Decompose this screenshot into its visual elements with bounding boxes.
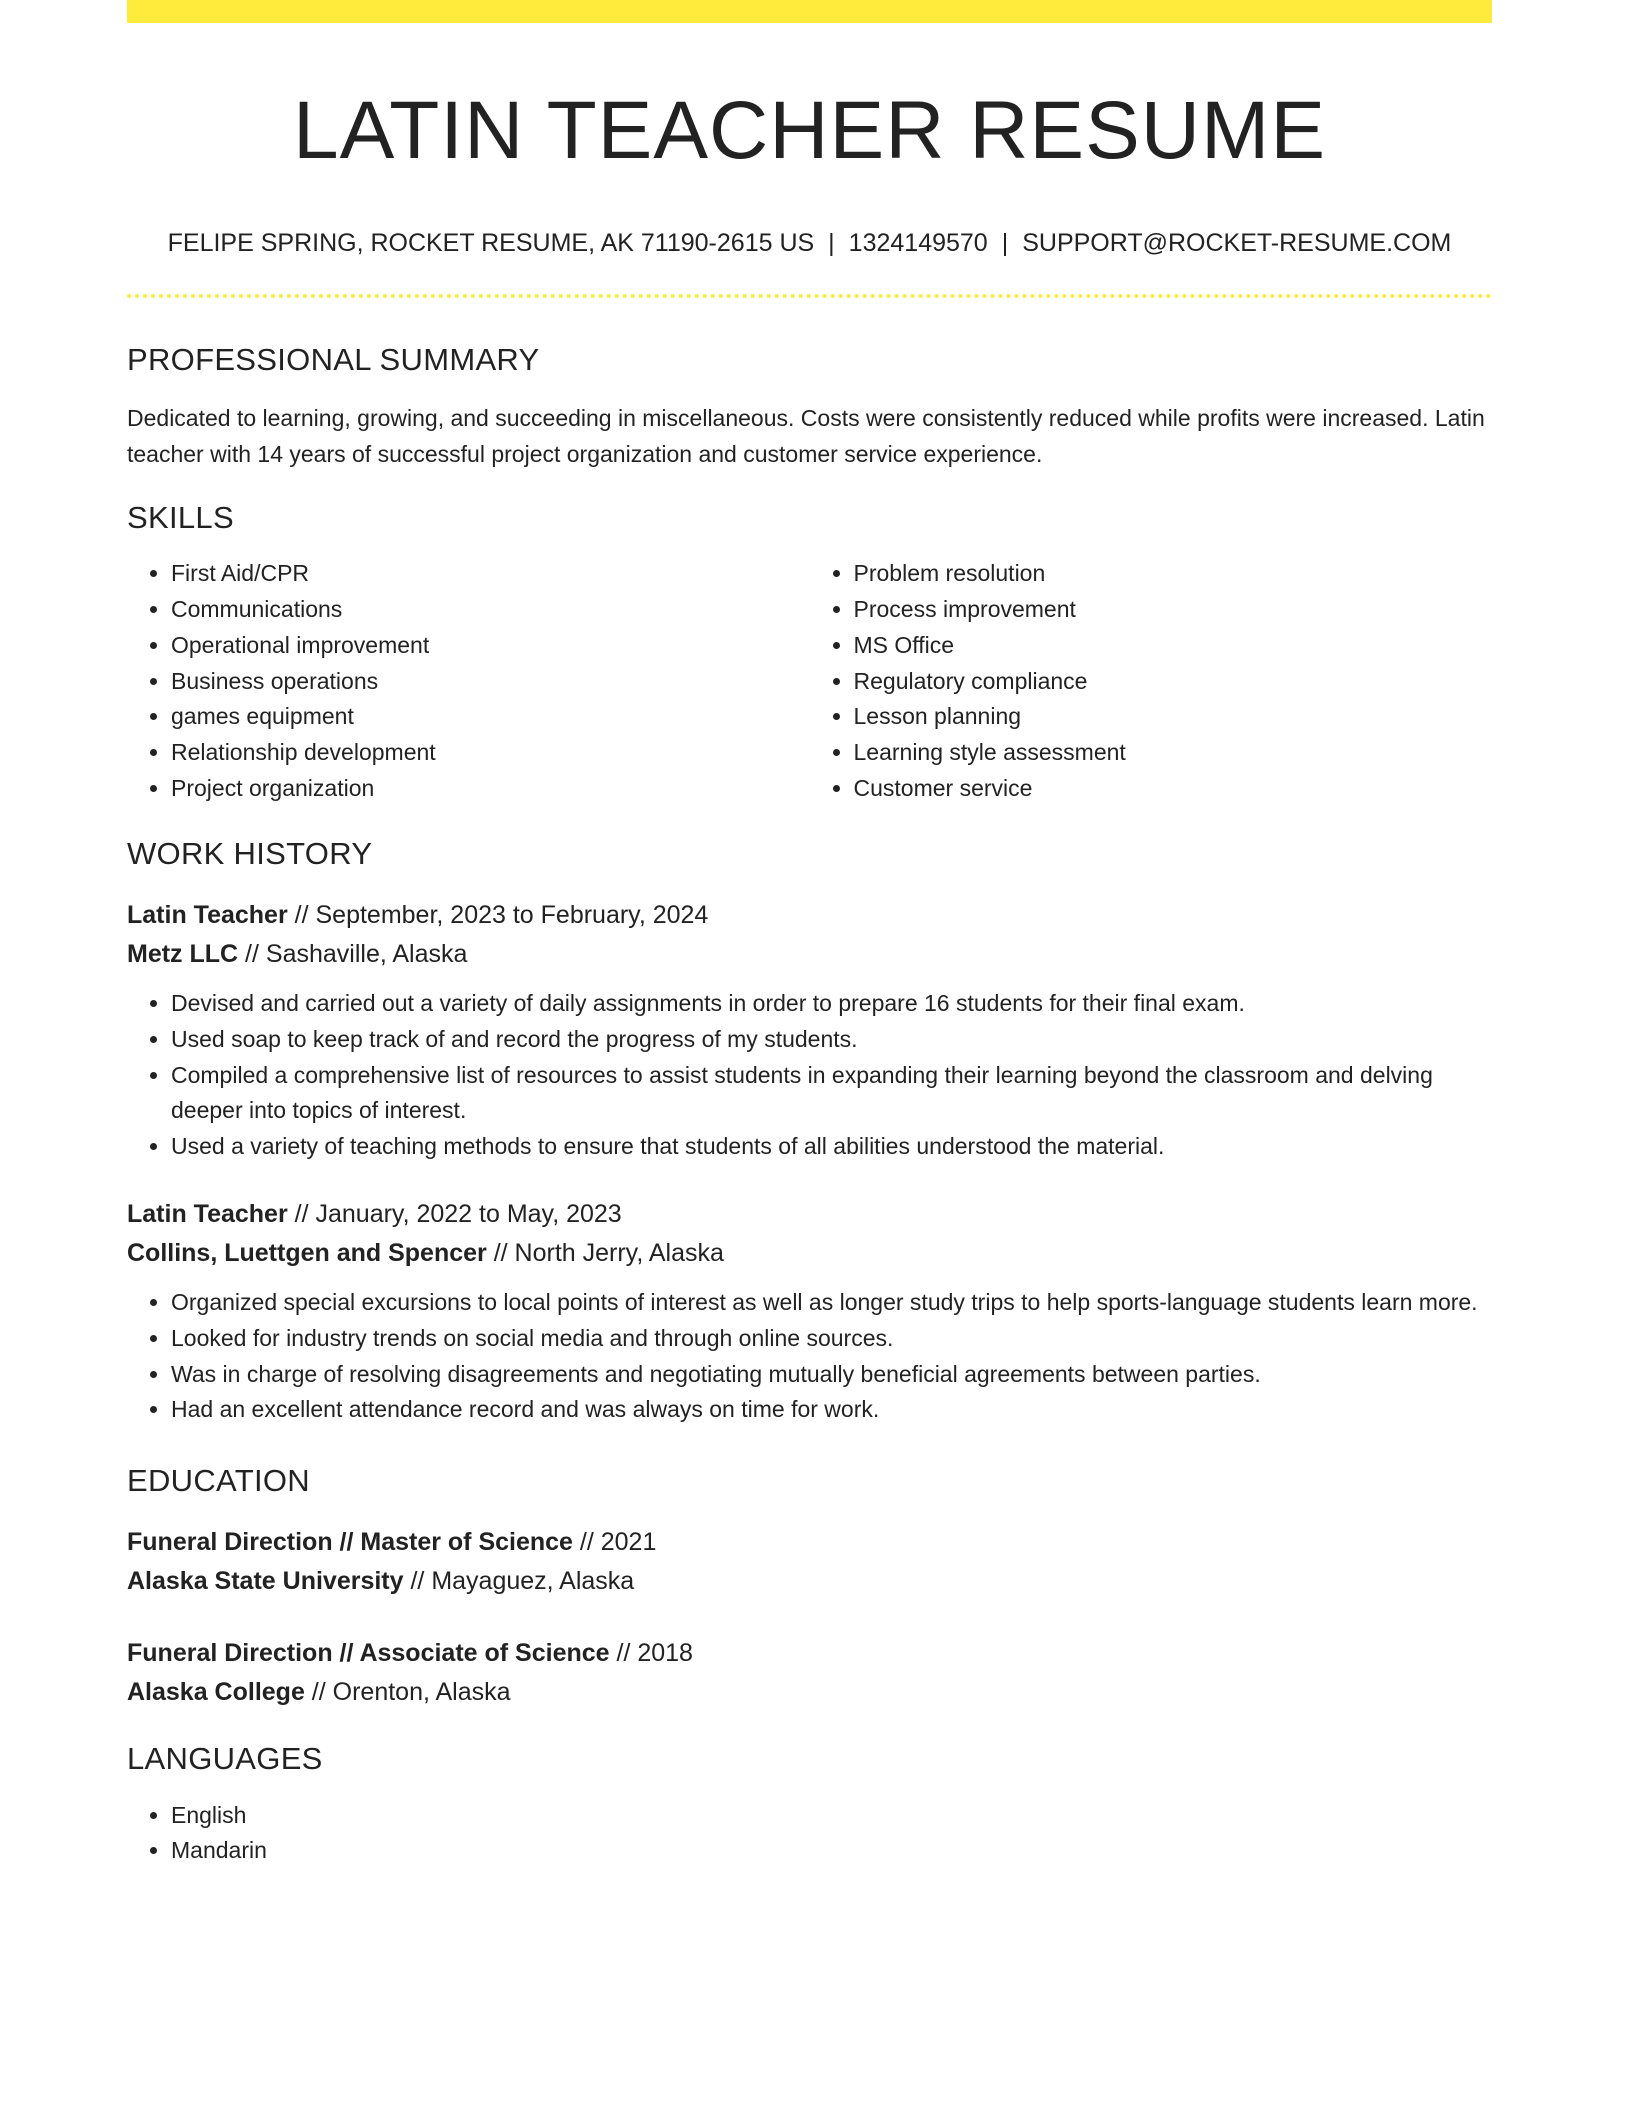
duty-item: • Used soap to keep track of and record the progress of my students. <box>171 1022 1492 1058</box>
job-role: Latin Teacher <box>127 901 288 930</box>
job-entry <box>127 896 1492 1165</box>
job-role: Latin Teacher <box>127 1200 288 1229</box>
skill-item: • Lesson planning <box>854 699 1493 735</box>
work-history-heading: WORK HISTORY <box>127 835 373 871</box>
skill-item: • Communications <box>171 592 810 628</box>
job-duties <box>127 1285 1492 1428</box>
job-dates: // September, 2023 to February, 2024 <box>287 901 709 930</box>
resume-page <box>127 0 1492 1869</box>
skill-item: • First Aid/CPR <box>171 556 810 592</box>
education-entry <box>127 1523 1492 1601</box>
skills-list <box>127 556 1492 807</box>
contact-line <box>127 227 1492 260</box>
job-location: // Sashaville, Alaska <box>238 940 468 969</box>
language-item: • Mandarin <box>171 1833 1492 1869</box>
resume-title: LATIN TEACHER RESUME <box>292 85 1327 176</box>
job-entry <box>127 1195 1492 1428</box>
skill-item: • Project organization <box>171 771 810 807</box>
job-role-line <box>127 1195 1492 1234</box>
contact-address: FELIPE SPRING, ROCKET RESUME, AK 71190-2615 US <box>167 229 815 258</box>
contact-phone: 1324149570 <box>848 229 988 258</box>
education-school-line <box>127 1673 1492 1712</box>
contact-separator: | <box>1001 229 1009 258</box>
duty-item: • Devised and carried out a variety of daily assignments in order to prepare 16 students for their final exam. <box>171 986 1492 1022</box>
skill-item: • Business operations <box>171 664 810 700</box>
education-degree-line <box>127 1523 1492 1562</box>
accent-bar <box>127 0 1492 23</box>
education-heading: EDUCATION <box>127 1463 310 1499</box>
job-location: // North Jerry, Alaska <box>486 1239 724 1268</box>
skill-item: • Relationship development <box>171 735 810 771</box>
skill-item: • Problem resolution <box>854 556 1493 592</box>
job-dates: // January, 2022 to May, 2023 <box>287 1200 622 1229</box>
skill-item: • Learning style assessment <box>854 735 1493 771</box>
education-year: // 2021 <box>572 1528 657 1557</box>
summary-text: Dedicated to learning, growing, and succeeding in miscellaneous. Costs were consistently reduced while profits were increased. Latin teacher with 14 years of successful project organization and customer service experience. <box>127 405 1485 468</box>
duty-item: • Was in charge of resolving disagreements and negotiating mutually beneficial agreements between parties. <box>171 1357 1492 1393</box>
education-school: Alaska State University <box>127 1567 404 1596</box>
duty-item: • Organized special excursions to local points of interest as well as longer study trips to help sports-language students learn more. <box>171 1285 1492 1321</box>
dotted-divider <box>127 294 1492 298</box>
job-company-line <box>127 935 1492 974</box>
skill-item: • Customer service <box>854 771 1493 807</box>
education-degree: Funeral Direction // Master of Science <box>127 1528 573 1557</box>
job-company: Metz LLC <box>127 940 239 969</box>
contact-separator: | <box>828 229 835 258</box>
job-company: Collins, Luettgen and Spencer <box>127 1239 487 1268</box>
education-location: // Mayaguez, Alaska <box>403 1567 635 1596</box>
education-entry <box>127 1634 1492 1712</box>
education-school: Alaska College <box>127 1678 305 1707</box>
job-duties <box>127 986 1492 1165</box>
duty-item: • Had an excellent attendance record and was always on time for work. <box>171 1392 1492 1428</box>
skill-item: • Process improvement <box>854 592 1493 628</box>
education-degree-line <box>127 1634 1492 1673</box>
education-year: // 2018 <box>609 1639 693 1668</box>
education-school-line <box>127 1562 1492 1601</box>
job-role-line <box>127 896 1492 935</box>
education-degree: Funeral Direction // Associate of Science <box>127 1639 610 1668</box>
duty-item: • Looked for industry trends on social media and through online sources. <box>171 1321 1492 1357</box>
language-item: • English <box>171 1798 1492 1834</box>
skills-heading: SKILLS <box>127 500 234 536</box>
skills-column-left <box>127 556 810 807</box>
skill-item: • games equipment <box>171 699 810 735</box>
job-company-line <box>127 1234 1492 1273</box>
languages-heading: LANGUAGES <box>127 1741 323 1777</box>
skill-item: • MS Office <box>854 628 1493 664</box>
contact-email: SUPPORT@ROCKET-RESUME.COM <box>1022 229 1452 258</box>
skill-item: • Regulatory compliance <box>854 664 1493 700</box>
languages-list <box>127 1798 1492 1870</box>
skill-item: • Operational improvement <box>171 628 810 664</box>
duty-item: • Compiled a comprehensive list of resources to assist students in expanding their learning beyond the classroom and delving deeper into topics of interest. <box>171 1058 1492 1130</box>
education-location: // Orenton, Alaska <box>304 1678 511 1707</box>
summary-heading: PROFESSIONAL SUMMARY <box>127 341 540 377</box>
duty-item: • Used a variety of teaching methods to ensure that students of all abilities understood the material. <box>171 1129 1492 1165</box>
skills-column-right <box>810 556 1493 807</box>
